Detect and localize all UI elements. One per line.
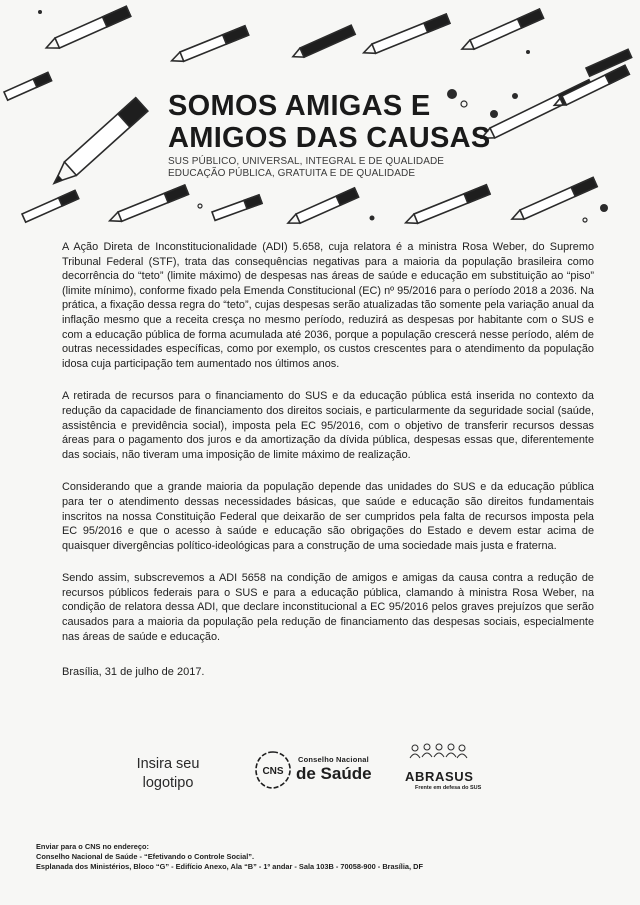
- logo-placeholder-line2: logotipo: [142, 775, 194, 791]
- banner-title-line2: AMIGOS DAS CAUSAS: [168, 122, 491, 154]
- pencil-icon: [4, 72, 52, 100]
- footer-line: Conselho Nacional de Saúde - “Efetivando o Controle Social”.: [36, 852, 255, 861]
- paragraph: Considerando que a grande maioria da população depende das unidades do SUS e da educação pública para ter o atendimento dessas necessidades básicas, que saúde e educação são direitos fundamentais inscritos na nossa Constituição Federal que deixarão de ser cumpridos pela falta de recursos imposta pela EC 95/2016 e que o acesso à saúde e educação são obrigações do Estado e devem estar acima de quaisquer divergências político-ideológicas para a construção de uma sociedade mais justa e fraterna.: [62, 481, 594, 552]
- pencil-icon: [286, 188, 359, 228]
- banner-title: [168, 90, 491, 154]
- pencil-icon: [212, 195, 262, 221]
- pencil-icon: [510, 177, 597, 223]
- footer-line: Enviar para o CNS no endereço:: [36, 842, 149, 851]
- banner-subtitle: [168, 156, 444, 180]
- paragraph: A retirada de recursos para o financiamento do SUS e da educação pública está inserida no contexto da redução da capacidade de financiamento dos direitos sociais, e particularmente da seguridade social (saúde, assistência e previdência social), imposta pela EC 95/2016, com o objetivo de transferir recursos dessas áreas para o pagamento dos juros e da amortização da dívida pública, despesas essas que, diferentemente das sociais, não tiveram uma imposição de limite máximo de realização.: [62, 390, 594, 461]
- logo-placeholder-line1: Insira seu: [136, 756, 200, 772]
- pencil-icon: [460, 9, 544, 54]
- banner-title-line1: SOMOS AMIGAS E: [168, 90, 431, 122]
- logo-row: [0, 740, 640, 830]
- cns-badge-text: CNS: [262, 766, 284, 777]
- pencil-icon: [404, 185, 490, 228]
- marker-icon: [48, 98, 148, 190]
- date-line: Brasília, 31 de julho de 2017.: [62, 666, 205, 678]
- abrasus-logo-name: ABRASUS: [405, 769, 474, 784]
- pencil-icon: [362, 14, 450, 57]
- abrasus-people-icon: [407, 742, 469, 768]
- pencil-icon: [108, 185, 189, 225]
- logo-placeholder: [128, 755, 208, 793]
- paragraph: Sendo assim, subscrevemos a ADI 5658 na condição de amigos e amigas da causa contra a redução de recursos públicos federais para o SUS e para a educação pública, clamando à ministra Rosa Weber, na condição de relatora dessa ADI, que declare inconstitucional a EC 95/2016 pelos graves prejuízos que serão causados para a maioria da população pela redução de financiamento das despesas sociais, especialmente nas áreas de saúde e educação.: [62, 572, 594, 643]
- document-body: [62, 240, 594, 662]
- abrasus-logo-tagline: Frente em defesa do SUS: [415, 785, 482, 791]
- cns-logo-icon: [251, 748, 295, 792]
- pencil-icon: [170, 26, 249, 66]
- banner-subtitle-line2: EDUCAÇÃO PÚBLICA, GRATUITA E DE QUALIDADE: [168, 168, 416, 179]
- pencil-icon: [44, 6, 131, 53]
- paragraph: A Ação Direta de Inconstitucionalidade (ADI) 5.658, cuja relatora é a ministra Rosa Weber, do Supremo Tribunal Federal (STF), trata das consequências negativas para a maioria da população brasileira como decorrência do “teto” (limite máximo) de despesas nas áreas de saúde e educação em substituição ao “piso” (limite mínimo), conforme fixado pela Emenda Constitucional (EC) nº 95/2016 para o período 2018 a 2036. Na prática, a fixação dessa regra do “teto”, cujas despesas serão atualizadas tão somente pela variação anual da inflação mesmo que a receita cresça no mesmo período, reduzirá as despesas por habitante com o SUS e com a educação pública de forma acumulada até 2036, porque a população crescerá nesse período, além de outras necessidades específicas, como por exemplo, os custos crescentes para o atendimento da população idosa cuja participação tem aumentado nos últimos anos.: [62, 241, 594, 370]
- footer-line: Esplanada dos Ministérios, Bloco “G” - Edifício Anexo, Ala “B” - 1º andar - Sala 103B - 70058-900 - Brasília, DF: [36, 862, 423, 871]
- cns-logo-main: de Saúde: [296, 764, 372, 783]
- cns-logo-top: Conselho Nacional: [298, 755, 369, 764]
- pencil-icon: [291, 25, 355, 61]
- header-banner: [0, 0, 640, 232]
- pencil-icon: [22, 190, 79, 222]
- banner-subtitle-line1: SUS PÚBLICO, UNIVERSAL, INTEGRAL E DE QUALIDADE: [168, 156, 445, 167]
- footer-address: [36, 842, 423, 872]
